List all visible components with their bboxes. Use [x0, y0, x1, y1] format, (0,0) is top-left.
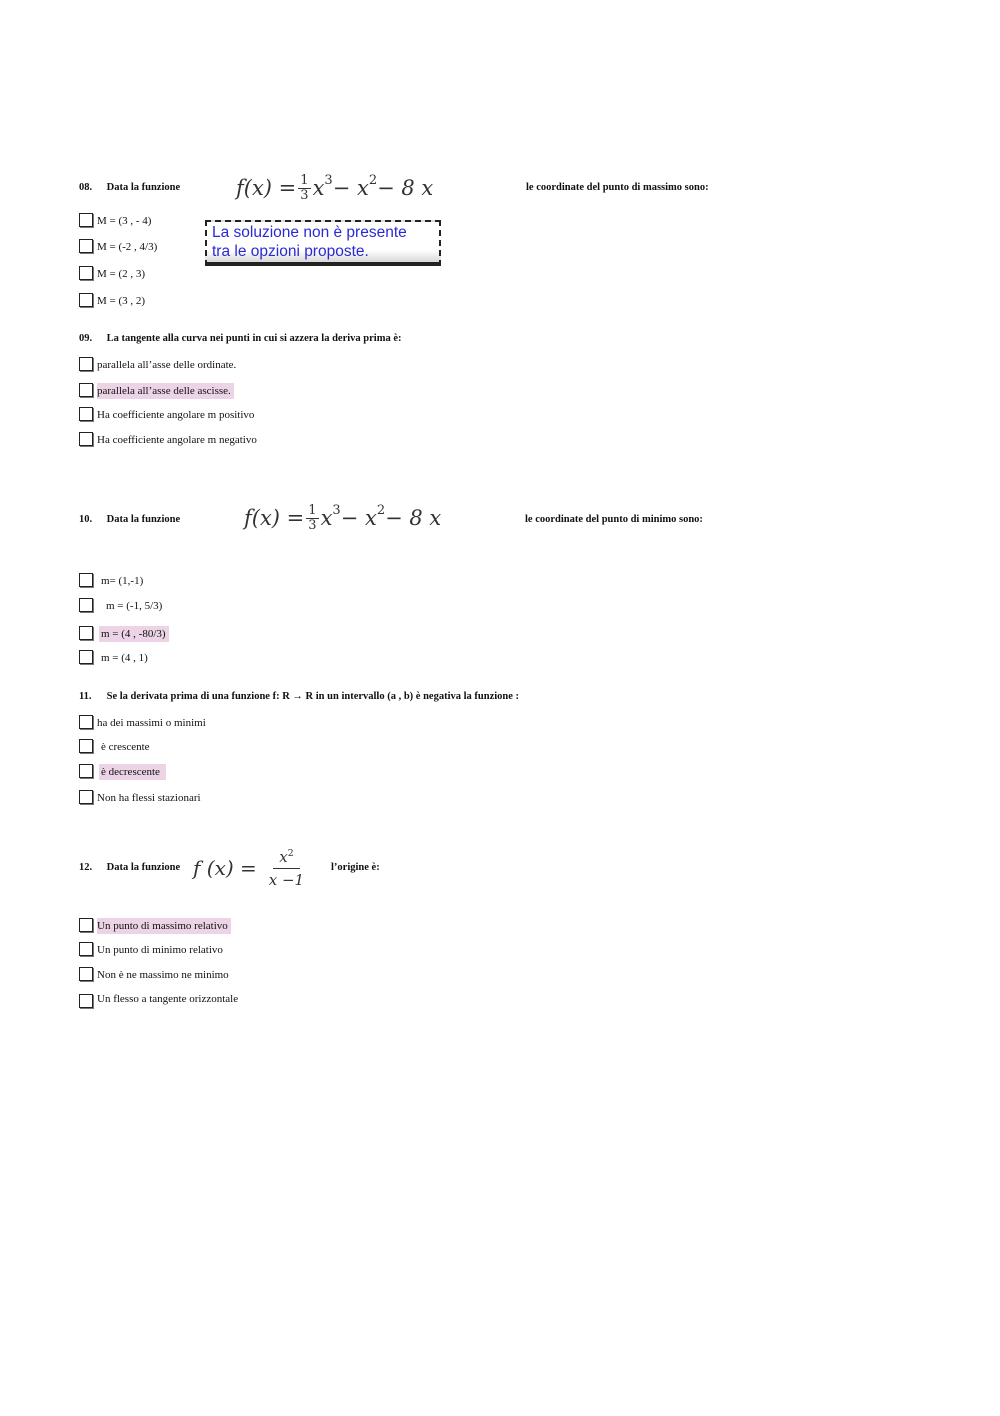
question-intro: Data la funzione [106, 182, 181, 193]
formula-lhs: f (x) = [193, 856, 257, 880]
numerator-var: x [279, 847, 288, 866]
fraction-numerator [273, 848, 299, 869]
checkbox[interactable] [79, 650, 93, 664]
checkbox[interactable] [79, 918, 93, 932]
numerator-exp: 2 [287, 848, 294, 860]
formula-lhs: f(x) = [236, 176, 297, 200]
checkbox[interactable] [79, 407, 93, 421]
option-label: Non è ne massimo ne minimo [97, 969, 229, 981]
option-label: è crescente [101, 741, 150, 753]
formula-exp1: 3 [324, 173, 333, 189]
option-label: Un punto di massimo relativo [97, 918, 231, 934]
formula-var: x [320, 506, 333, 530]
checkbox[interactable] [79, 432, 93, 446]
question-08-header [79, 182, 180, 193]
formula-exp1: 3 [332, 503, 341, 519]
question-12-tail: l’origine è: [331, 862, 380, 873]
formula-lhs: f(x) = [244, 506, 305, 530]
question-number: 10. [79, 514, 93, 525]
question-number: 08. [79, 182, 93, 193]
fraction-numerator: 1 [308, 502, 317, 518]
question-09-header [79, 333, 401, 344]
fraction-denominator: 3 [308, 517, 317, 533]
option-label: parallela all’asse delle ascisse. [97, 383, 234, 399]
formula-tail: − 8 x [377, 176, 434, 200]
option-label: Un flesso a tangente orizzontale [97, 993, 239, 1005]
checkbox[interactable] [79, 573, 93, 587]
formula-exp2: 2 [368, 173, 378, 189]
option-label: Un punto di minimo relativo [97, 944, 223, 956]
option-label: Ha coefficiente angolare m positivo [97, 409, 255, 421]
checkbox[interactable] [79, 626, 93, 640]
checkbox[interactable] [79, 357, 93, 371]
option-label: è decrescente [99, 764, 166, 780]
option-label: ha dei massimi o minimi [97, 717, 206, 729]
checkbox[interactable] [79, 994, 93, 1008]
option-label: m = (-1, 5/3) [106, 600, 163, 612]
checkbox[interactable] [79, 739, 93, 753]
checkbox[interactable] [79, 967, 93, 981]
formula-var: x [312, 176, 325, 200]
question-12-header [79, 862, 180, 873]
question-11-header [79, 691, 519, 702]
formula-fraction [265, 848, 308, 889]
option-label: Non ha flessi stazionari [97, 792, 201, 804]
question-10-header [79, 514, 180, 525]
question-intro: La tangente alla curva nei punti in cui si azzera la deriva prima è: [106, 333, 402, 344]
checkbox[interactable] [79, 383, 93, 397]
question-number: 09. [79, 333, 93, 344]
option-label: m = (4 , -80/3) [99, 626, 169, 642]
checkbox[interactable] [79, 266, 93, 280]
formula-08 [236, 168, 433, 208]
checkbox[interactable] [79, 213, 93, 227]
option-label: Ha coefficiente angolare m negativo [97, 434, 257, 446]
formula-minus: − x [340, 506, 377, 530]
fraction-denominator: 3 [300, 187, 309, 203]
checkbox[interactable] [79, 239, 93, 253]
solution-note [205, 220, 441, 266]
question-10-tail: le coordinate del punto di minimo sono: [525, 514, 703, 525]
option-label: m = (4 , 1) [101, 652, 148, 664]
option-label: M = (-2 , 4/3) [97, 241, 158, 253]
checkbox[interactable] [79, 790, 93, 804]
checkbox[interactable] [79, 598, 93, 612]
question-intro: Data la funzione [106, 514, 181, 525]
question-intro: Data la funzione [106, 862, 181, 873]
checkbox[interactable] [79, 942, 93, 956]
note-line-2: tra le opzioni proposte. [212, 243, 369, 260]
note-line-1: La soluzione non è presente [212, 224, 407, 241]
fraction-numerator: 1 [300, 172, 309, 188]
option-label: M = (3 , 2) [97, 295, 146, 307]
formula-minus: − x [332, 176, 369, 200]
option-label: M = (2 , 3) [97, 268, 146, 280]
checkbox[interactable] [79, 715, 93, 729]
question-intro: Se la derivata prima di una funzione f: R → R in un intervallo (a , b) è negativa la funzione : [106, 691, 520, 702]
option-label: m= (1,-1) [101, 575, 144, 587]
formula-fraction [298, 174, 310, 202]
fraction-denominator: x −1 [268, 870, 305, 889]
formula-10 [244, 497, 441, 539]
question-number: 12. [79, 862, 93, 873]
option-label: M = (3 , - 4) [97, 215, 152, 227]
formula-tail: − 8 x [385, 506, 442, 530]
checkbox[interactable] [79, 764, 93, 778]
formula-12 [193, 842, 308, 894]
formula-fraction [306, 504, 318, 532]
question-08-tail: le coordinate del punto di massimo sono: [526, 182, 709, 193]
formula-exp2: 2 [376, 503, 386, 519]
checkbox[interactable] [79, 293, 93, 307]
question-number: 11. [79, 691, 92, 702]
option-label: parallela all’asse delle ordinate. [97, 359, 237, 371]
